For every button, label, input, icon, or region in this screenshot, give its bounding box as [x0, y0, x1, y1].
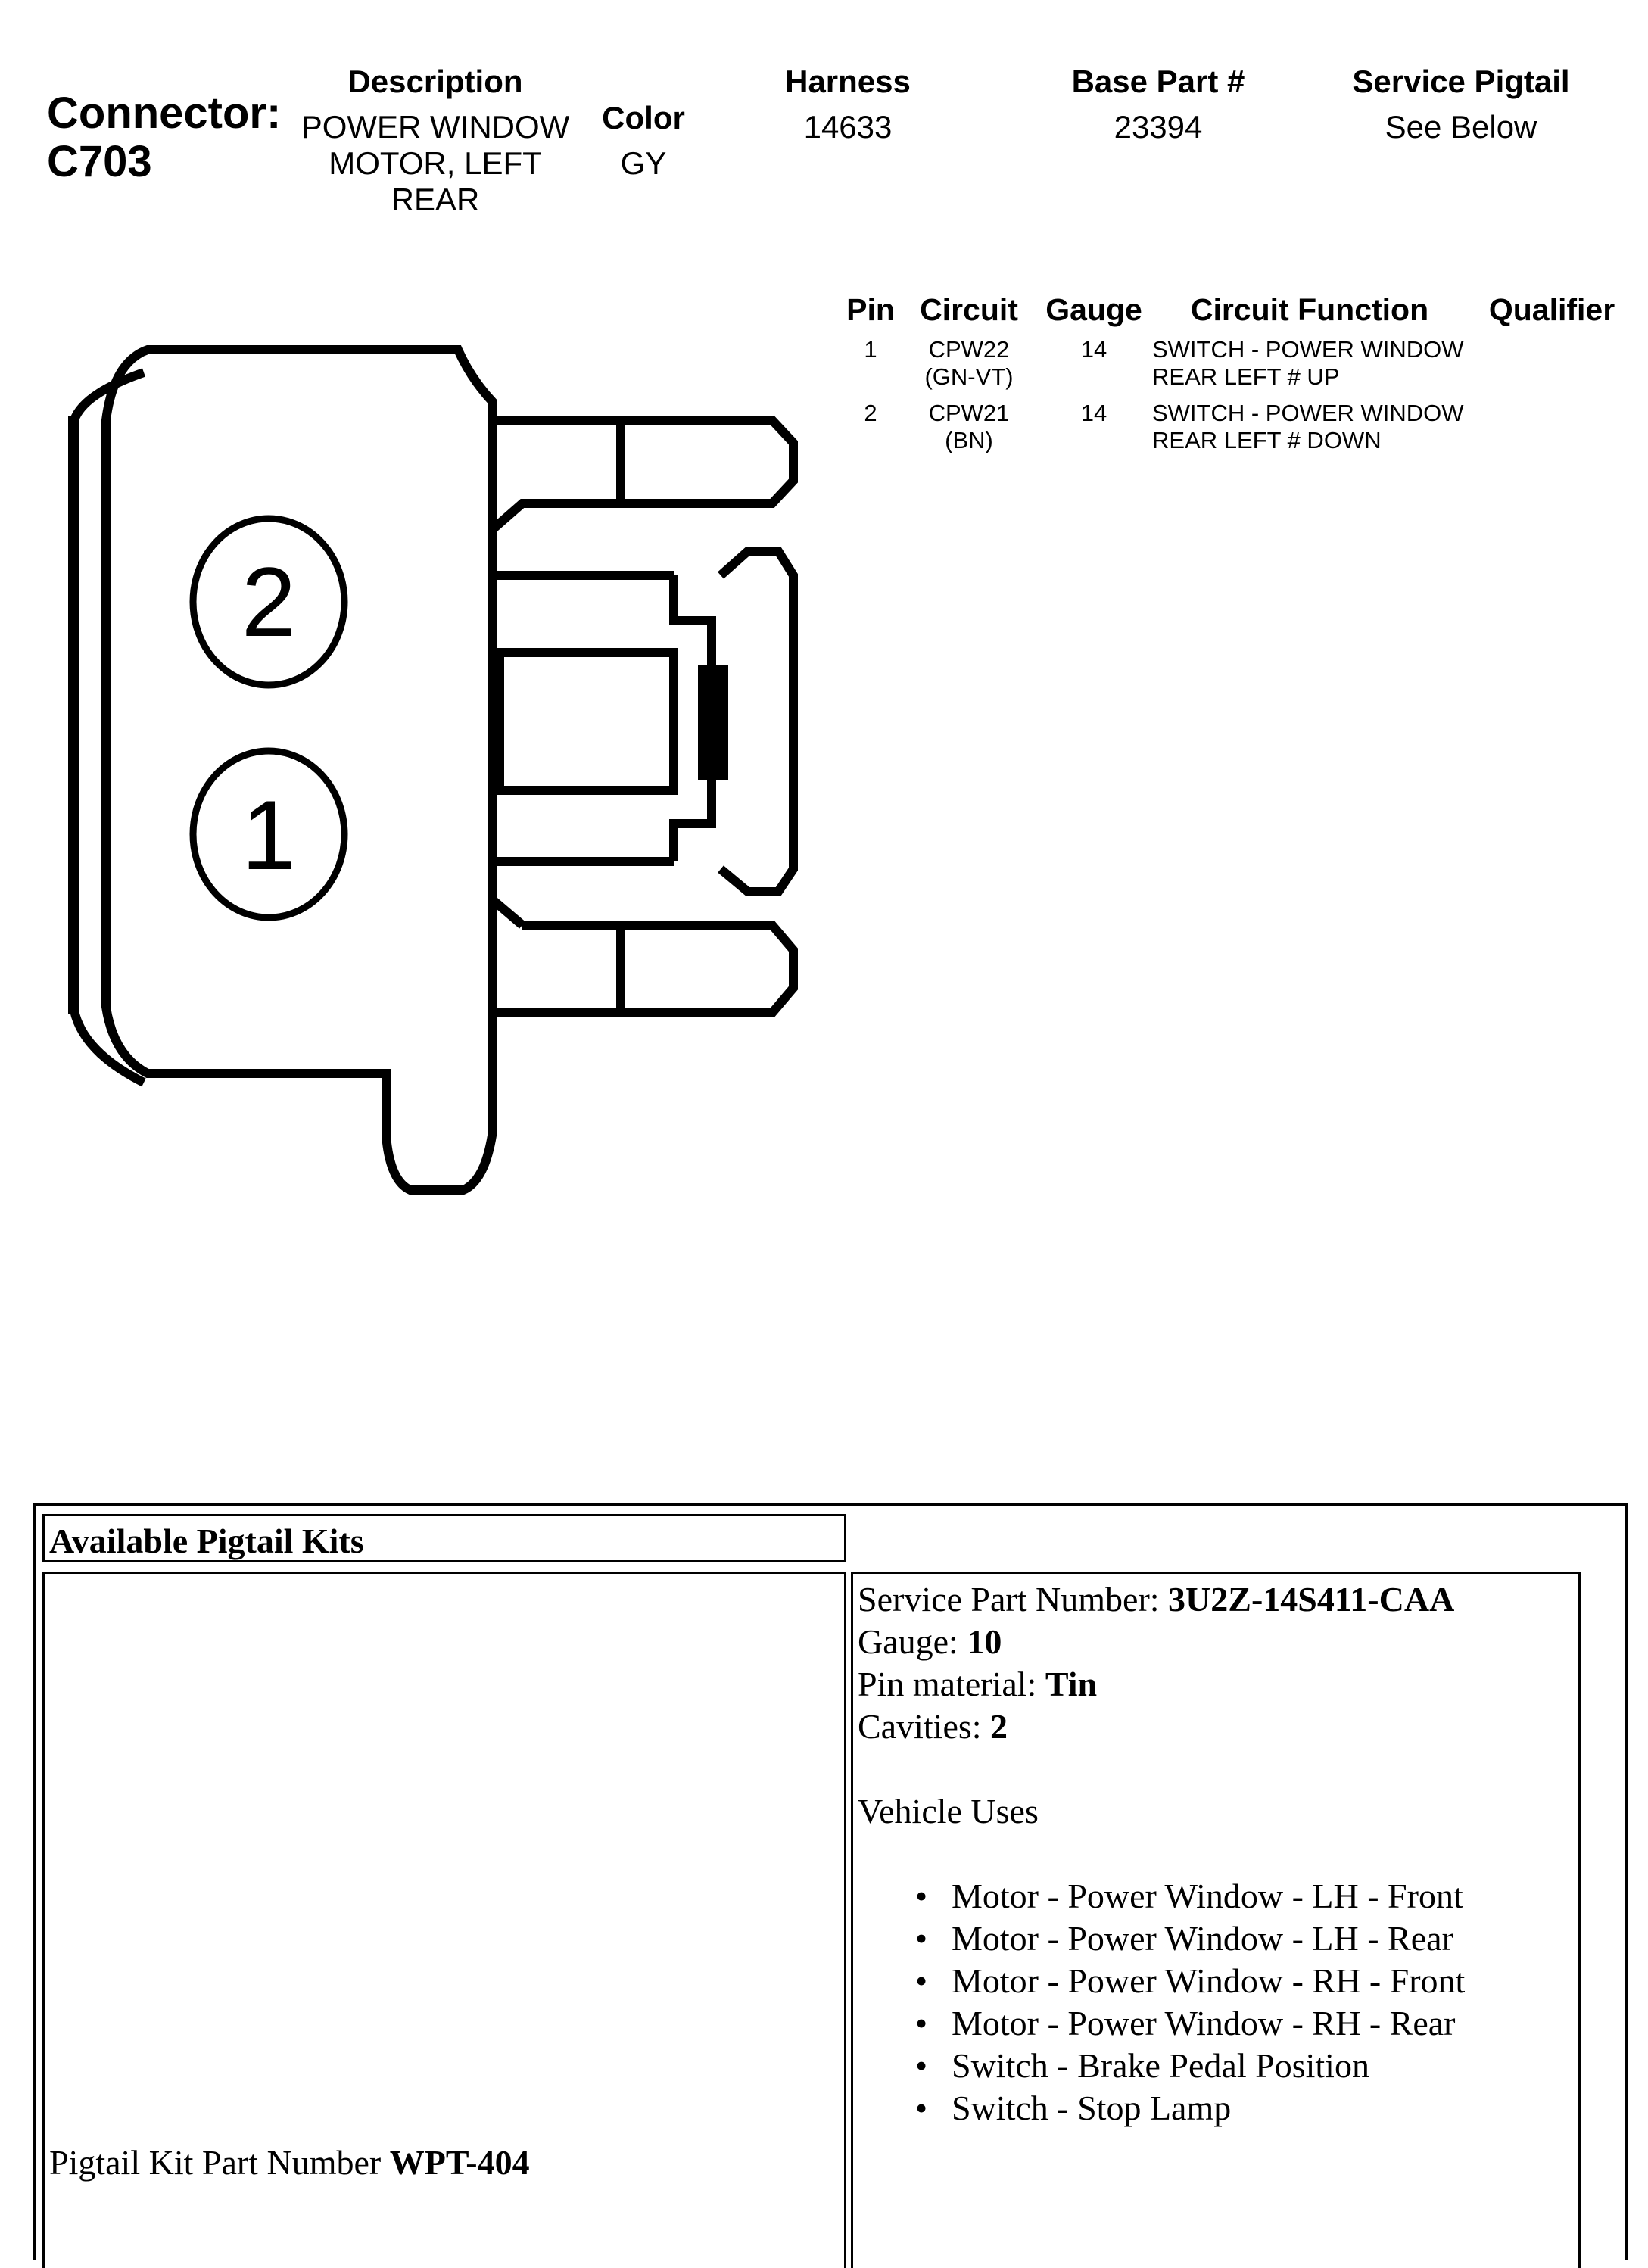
- base-part-header: Base Part #: [1071, 64, 1245, 99]
- connector-id: C703: [47, 137, 152, 186]
- gauge-line: [858, 1621, 1571, 1663]
- connector-face-diagram: [0, 0, 833, 1226]
- pin-material-line: [858, 1663, 1571, 1706]
- latch-link-top: [492, 530, 674, 575]
- harness-header: Harness: [785, 64, 911, 99]
- qualifier-header: Qualifier: [1488, 292, 1615, 327]
- pigtail-title-cell: [42, 1514, 846, 1562]
- cavities-line: [858, 1706, 1571, 1748]
- circuit-cell: [908, 336, 1030, 391]
- list-item: • Motor - Power Window - RH - Rear: [952, 2002, 1571, 2045]
- circuit-function-header: Circuit Function: [1190, 292, 1429, 327]
- vehicle-uses-heading: Vehicle Uses: [858, 1792, 1039, 1830]
- circuit-id: CPW21: [928, 400, 1010, 426]
- function-cell: [1152, 336, 1464, 391]
- terminal-blade-top: [492, 420, 793, 530]
- color-header: Color: [602, 100, 685, 136]
- kit-part-label: Pigtail Kit Part Number: [49, 2143, 390, 2182]
- circuit-id: CPW22: [928, 336, 1010, 363]
- gauge-value: 10: [967, 1622, 1002, 1661]
- circuit-color: (GN-VT): [924, 363, 1014, 390]
- description-line: POWER WINDOW: [301, 109, 570, 145]
- function-cell: [1152, 400, 1464, 454]
- latch-nub: [703, 670, 724, 776]
- cavity-1-label: 1: [241, 780, 297, 890]
- circuit-header: Circuit: [920, 292, 1018, 327]
- service-pigtail-value: See Below: [1385, 109, 1537, 145]
- gauge-cell: 14: [1080, 400, 1107, 426]
- pin-number: 1: [864, 336, 877, 363]
- pin-header: Pin: [846, 292, 895, 327]
- gauge-label: Gauge:: [858, 1622, 967, 1661]
- service-part-number: 3U2Z-14S411-CAA: [1168, 1580, 1455, 1618]
- latch-link-bottom: [492, 861, 674, 925]
- pigtail-kits-title: Available Pigtail Kits: [49, 1522, 364, 1560]
- latch-slot: [500, 653, 674, 790]
- color-value: GY: [620, 145, 667, 181]
- function-line: REAR LEFT # UP: [1152, 363, 1340, 390]
- pin-material-label: Pin material:: [858, 1665, 1045, 1703]
- list-item: • Motor - Power Window - LH - Rear: [952, 1918, 1571, 1960]
- description-line: REAR: [391, 182, 480, 217]
- list-item: • Motor - Power Window - LH - Front: [952, 1875, 1571, 1918]
- list-item: • Motor - Power Window - RH - Front: [952, 1960, 1571, 2002]
- harness-value: 14633: [803, 109, 893, 145]
- function-line: SWITCH - POWER WINDOW: [1152, 336, 1464, 363]
- function-line: SWITCH - POWER WINDOW: [1152, 400, 1464, 426]
- vehicle-uses-list: [858, 1875, 1571, 2129]
- kit-part-number: WPT-404: [389, 2143, 530, 2182]
- list-item: • Switch - Brake Pedal Position: [952, 2045, 1571, 2087]
- terminal-blade-bottom: [492, 925, 793, 1013]
- service-part-line: [858, 1578, 1571, 1621]
- service-pigtail-header: Service Pigtail: [1352, 64, 1570, 99]
- circuit-color: (BN): [945, 427, 993, 453]
- gauge-cell: 14: [1080, 336, 1107, 363]
- cavities-value: 2: [990, 1707, 1008, 1746]
- pigtail-kit-part-line: [49, 2142, 530, 2184]
- description-line: MOTOR, LEFT: [329, 145, 542, 181]
- pin-material-value: Tin: [1045, 1665, 1098, 1703]
- connector-housing-outline: [106, 350, 492, 1190]
- latch-tab: [721, 551, 793, 892]
- connector-label: Connector:: [47, 89, 282, 138]
- function-line: REAR LEFT # DOWN: [1152, 427, 1382, 453]
- description-header: Description: [347, 64, 523, 99]
- pigtail-kit-cell: [42, 1572, 846, 2268]
- cavities-label: Cavities:: [858, 1707, 991, 1746]
- circuit-cell: [908, 400, 1030, 454]
- cavity-2-label: 2: [241, 547, 297, 657]
- gauge-header: Gauge: [1045, 292, 1142, 327]
- service-part-label: Service Part Number:: [858, 1580, 1169, 1618]
- list-item: • Switch - Stop Lamp: [952, 2087, 1571, 2129]
- pigtail-details-cell: [851, 1572, 1581, 2268]
- pigtail-details: [858, 1578, 1571, 2129]
- pin-number: 2: [864, 400, 877, 426]
- base-part-value: 23394: [1114, 109, 1203, 145]
